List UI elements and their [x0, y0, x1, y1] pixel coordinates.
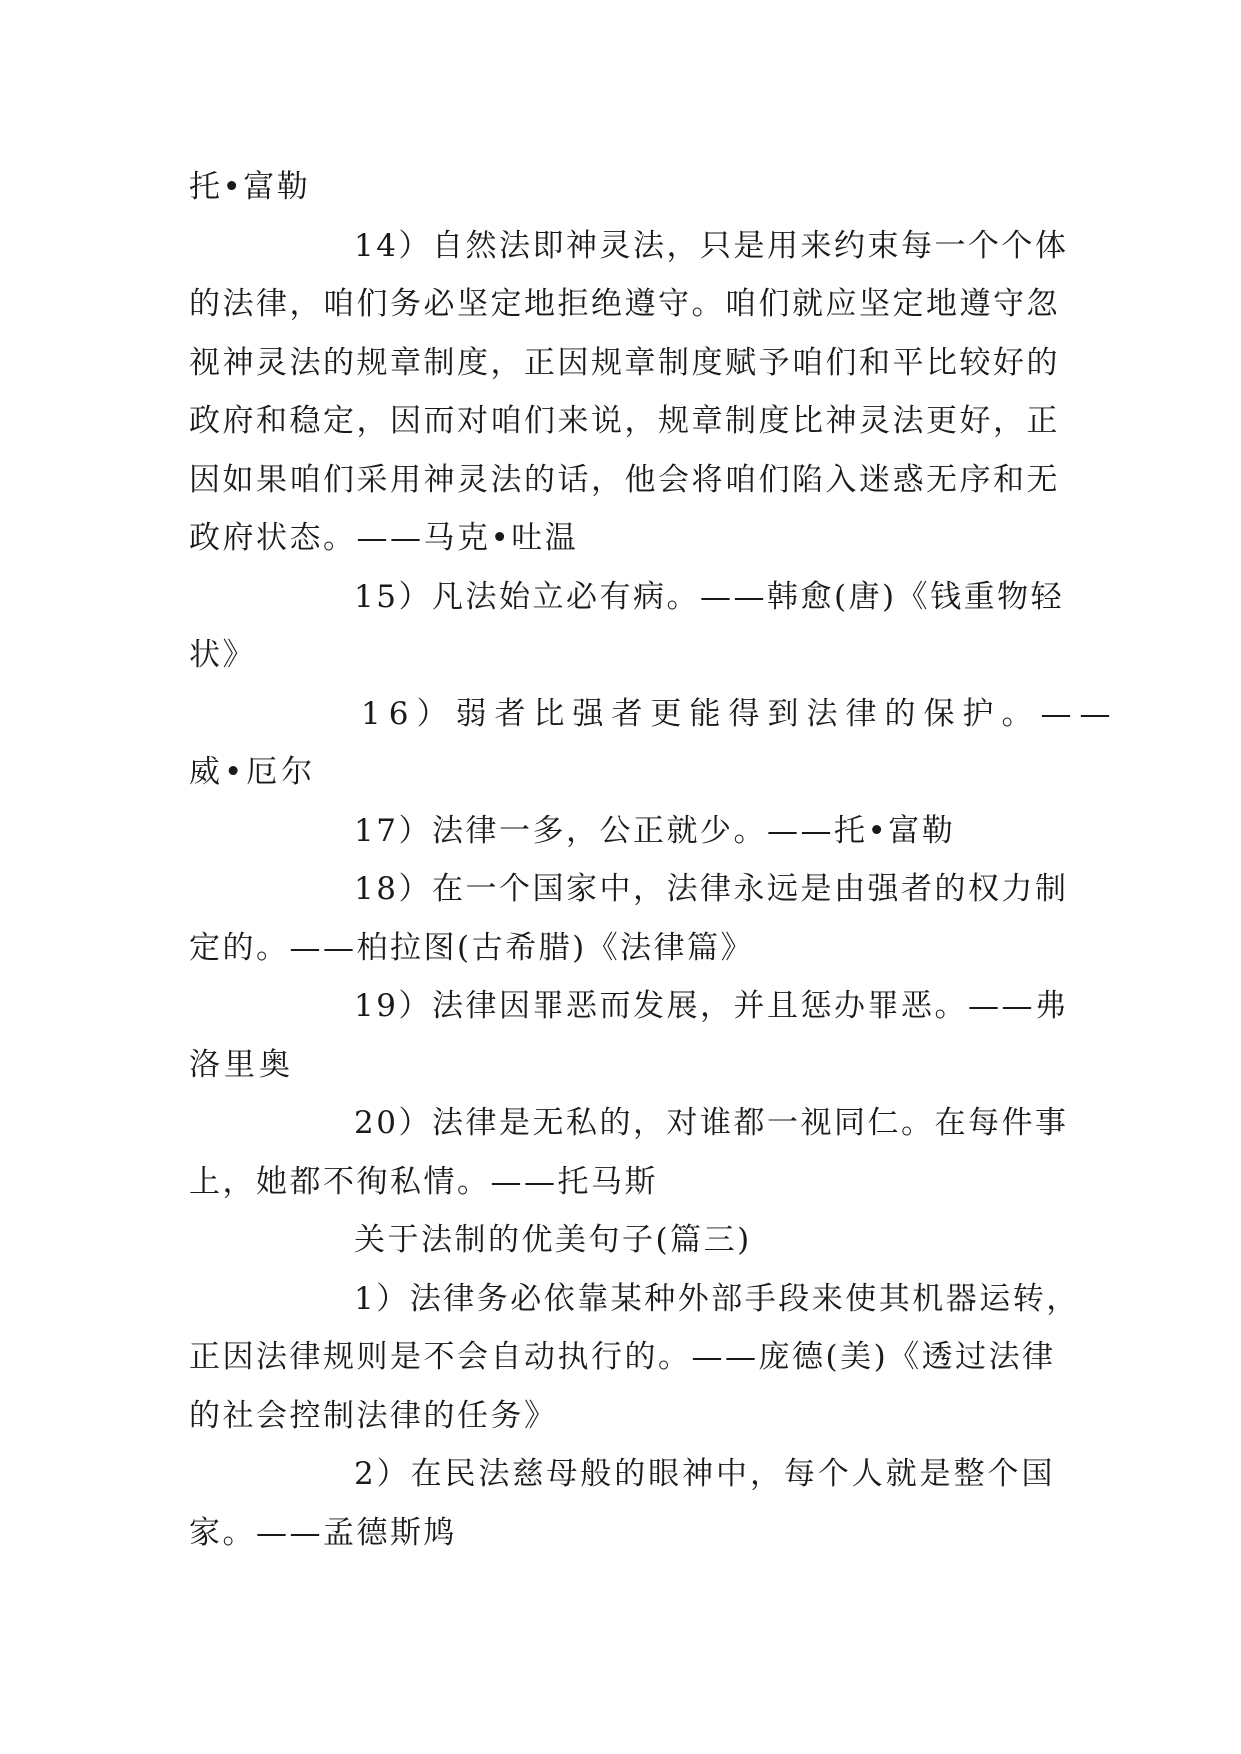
text-line: 政府状态。——马克•吐温 [189, 520, 579, 556]
text-line: 政府和稳定，因而对咱们来说，规章制度比神灵法更好，正 [189, 403, 1060, 439]
section-heading: 关于法制的优美句子(篇三) [354, 1222, 752, 1258]
text-line: 因如果咱们采用神灵法的话，他会将咱们陷入迷惑无序和无 [189, 461, 1060, 498]
quote-20-start: 20）法律是无私的，对谁都一视同仁。在每件事 [354, 1105, 1069, 1141]
quote-14-start: 14）自然法即神灵法，只是用来约束每一个个体 [354, 227, 1069, 264]
quote-15-start: 15）凡法始立必有病。——韩愈(唐)《钱重物轻 [354, 578, 1065, 615]
text-line: 正因法律规则是不会自动执行的。——庞德(美)《透过法律 [189, 1339, 1056, 1375]
text-line: 威•厄尔 [189, 754, 317, 790]
quote-16-start: 16）弱者比强者更能得到法律的保护。—— [361, 695, 1119, 732]
quote-1-start: 1）法律务必依靠某种外部手段来使其机器运转， [354, 1280, 1080, 1317]
text-line: 视神灵法的规章制度，正因规章制度赋予咱们和平比较好的 [189, 344, 1060, 381]
text-line: 定的。——柏拉图(古希腊)《法律篇》 [189, 929, 755, 966]
quote-17: 17）法律一多，公正就少。——托•富勒 [354, 812, 956, 849]
quote-19-start: 19）法律因罪恶而发展，并且惩办罪恶。——弗 [354, 988, 1069, 1024]
text-line: 状》 [189, 637, 256, 673]
quote-18-start: 18）在一个国家中，法律永远是由强者的权力制 [354, 871, 1069, 907]
text-line: 家。——孟德斯鸠 [189, 1514, 457, 1551]
text-line: 托•富勒 [189, 169, 311, 205]
text-line: 的社会控制法律的任务》 [189, 1397, 558, 1434]
document-body [189, 158, 1119, 1562]
quote-2-start: 2）在民法慈母般的眼神中，每个人就是整个国 [354, 1456, 1055, 1492]
text-line: 上，她都不徇私情。——托马斯 [189, 1163, 658, 1200]
text-line: 的法律，咱们务必坚定地拒绝遵守。咱们就应坚定地遵守忽 [189, 286, 1060, 322]
text-line: 洛里奥 [189, 1046, 294, 1083]
